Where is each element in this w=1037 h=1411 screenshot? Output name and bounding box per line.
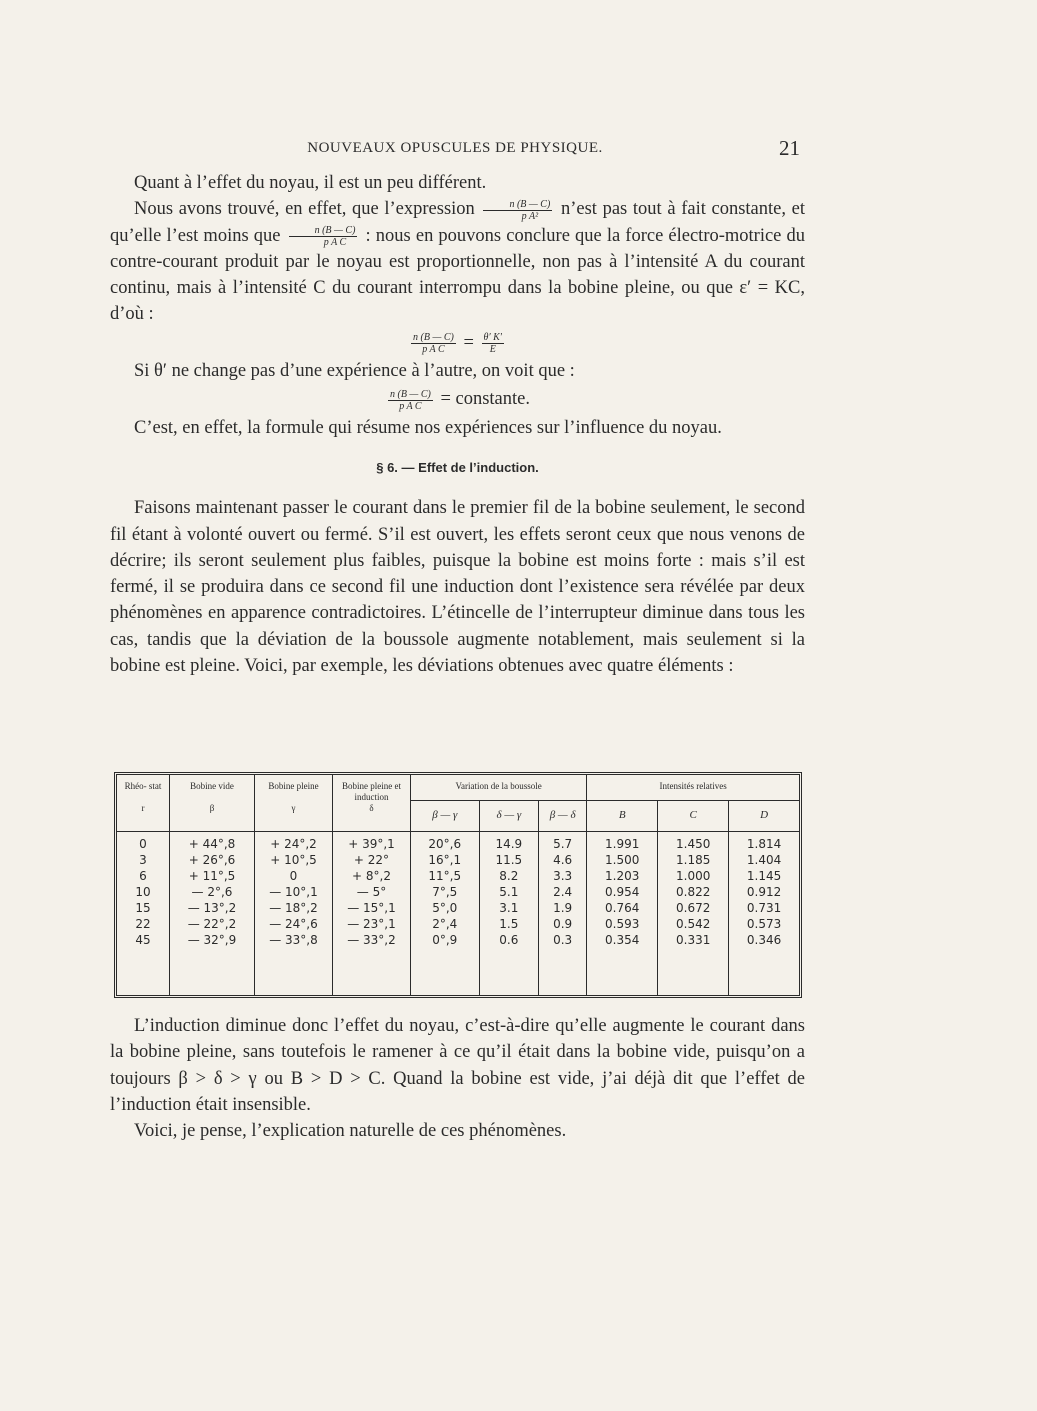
deviation-table xyxy=(114,772,802,998)
eq1-lden: p A C xyxy=(422,344,445,356)
body-text-top xyxy=(110,170,805,679)
frac2-den: p A C xyxy=(323,236,347,248)
p2-c: : nous en pouvons conclure que la force électro-motrice du contre-courant produit par le noyau est proportionnelle, non pas à l’intensité A du courant continu, mais à l’intensité C du courant interrompu dans la bobine pleine, ou que ε′ = KC, d’où : xyxy=(110,225,805,325)
fraction-expr-2 xyxy=(289,225,358,248)
para-1: Quant à l’effet du noyau, il est un peu différent. xyxy=(134,173,487,193)
eq1-rden: E xyxy=(489,344,496,356)
frac1-num: n (B — C) xyxy=(483,199,552,211)
col-header-bobine-vide: Bobine vide β xyxy=(170,775,255,831)
eq2-num: n (B — C) xyxy=(389,388,431,400)
col-beta: + 44°,8 + 26°,6 + 11°,5 — 2°,6 — 13°,2 — 22°,2 — 32°,9 xyxy=(170,831,255,995)
col-r: 0 3 6 10 15 22 45 xyxy=(117,831,170,995)
table-header-row xyxy=(117,775,799,800)
col-delta-gamma: 14.9 11.5 8.2 5.1 3.1 1.5 0.6 xyxy=(479,831,539,995)
running-title: NOUVEAUX OPUSCULES DE PHYSIQUE. xyxy=(307,140,603,156)
frac2-num: n (B — C) xyxy=(289,225,358,237)
group-header-variation: Variation de la boussole xyxy=(411,775,587,800)
para-4: C’est, en effet, la formule qui résume nos expériences sur l’influence du noyau. xyxy=(134,417,722,438)
col-delta: + 39°,1 + 22° + 8°,2 — 5° — 15°,1 — 23°,1 — 33°,2 xyxy=(333,831,411,995)
col-D: 1.814 1.404 1.145 0.912 0.731 0.573 0.346 xyxy=(729,831,799,995)
col-C: 1.450 1.185 1.000 0.822 0.672 0.542 0.331 xyxy=(658,831,729,995)
eq2-rhs: = constante. xyxy=(440,389,530,410)
sub-header: β — γ xyxy=(411,800,480,831)
table-body-row xyxy=(117,831,799,995)
para-6: L’induction diminue donc l’effet du noyau, c’est-à-dire qu’elle augmente le courant dans la bobine pleine, sans toutefois le ramener à ce qu’il était dans la bobine vide, puisqu’on a toujours β > δ > γ ou B > D > C. Quand la bobine est vide, j’ai déjà dit que l’effet de l’induction était insensible. xyxy=(110,1016,805,1115)
sub-header: δ — γ xyxy=(479,800,539,831)
data-table xyxy=(117,775,799,995)
group-header-intensites: Intensités relatives xyxy=(659,781,727,791)
fraction-expr-1 xyxy=(483,199,552,222)
frac1-den: p A² xyxy=(521,210,539,222)
sub-header: C xyxy=(658,800,729,831)
running-header xyxy=(110,136,800,162)
p2-b: n’est pas tout à fait constante, et qu’elle l’est moins que xyxy=(110,199,805,246)
col-header-rheostat: Rhéo- stat r xyxy=(117,775,170,831)
col-header-bobine-pleine: Bobine pleine γ xyxy=(255,775,333,831)
body-text-bottom xyxy=(110,1013,805,1144)
col-gamma: + 24°,2 + 10°,5 0 — 10°,1 — 18°,2 — 24°,6 — 33°,8 xyxy=(255,831,333,995)
col-beta-delta: 5.7 4.6 3.3 2.4 1.9 0.9 0.3 xyxy=(539,831,587,995)
sub-header: D xyxy=(729,800,799,831)
p2-a: Nous avons trouvé, en effet, que l’expression xyxy=(134,199,475,220)
equation-1 xyxy=(110,330,805,356)
sub-header: B xyxy=(587,800,658,831)
eq1-rnum: θ′ K′ xyxy=(483,332,502,344)
equation-2 xyxy=(110,386,805,412)
eq1-right xyxy=(482,332,504,355)
col-header-bobine-induction: Bobine pleine et induction δ xyxy=(333,775,411,831)
para-3: Si θ′ ne change pas d’une expérience à l’autre, on voit que : xyxy=(134,361,575,382)
col-beta-gamma: 20°,6 16°,1 11°,5 7°,5 5°,0 2°,4 0°,9 xyxy=(411,831,480,995)
eq1-left xyxy=(411,332,456,355)
eq1-lnum: n (B — C) xyxy=(413,332,454,344)
col-B: 1.991 1.500 1.203 0.954 0.764 0.593 0.354 xyxy=(587,831,658,995)
sub-header: β — δ xyxy=(539,800,587,831)
eq2-left xyxy=(388,389,433,412)
para-5: Faisons maintenant passer le courant dans le premier fil de la bobine seulement, le second fil étant à volonté ouvert ou fermé. S’il est ouvert, les effets seront ceux que nous venons de décrire; ils seront seulement plus faibles, puisque la bobine est moins forte : mais s’il est fermé, il se produira dans ce second fil une induction dont l’existence sera révélée par deux phénomènes en apparence contradictoires. L’étincelle de l’interrupteur diminue dans tous les cas, tandis que la déviation de la boussole augmente notablement, mais seulement si la bobine est pleine. Voici, par exemple, les déviations obtenues avec quatre éléments : xyxy=(110,498,805,677)
eq1-sign: = xyxy=(463,332,474,353)
eq2-den: p A C xyxy=(399,400,422,412)
section-heading: § 6. — Effet de l’induction. xyxy=(376,459,539,475)
page-number: 21 xyxy=(779,136,800,160)
para-7: Voici, je pense, l’explication naturelle de ces phénomènes. xyxy=(134,1121,567,1142)
para-2 xyxy=(110,196,805,327)
